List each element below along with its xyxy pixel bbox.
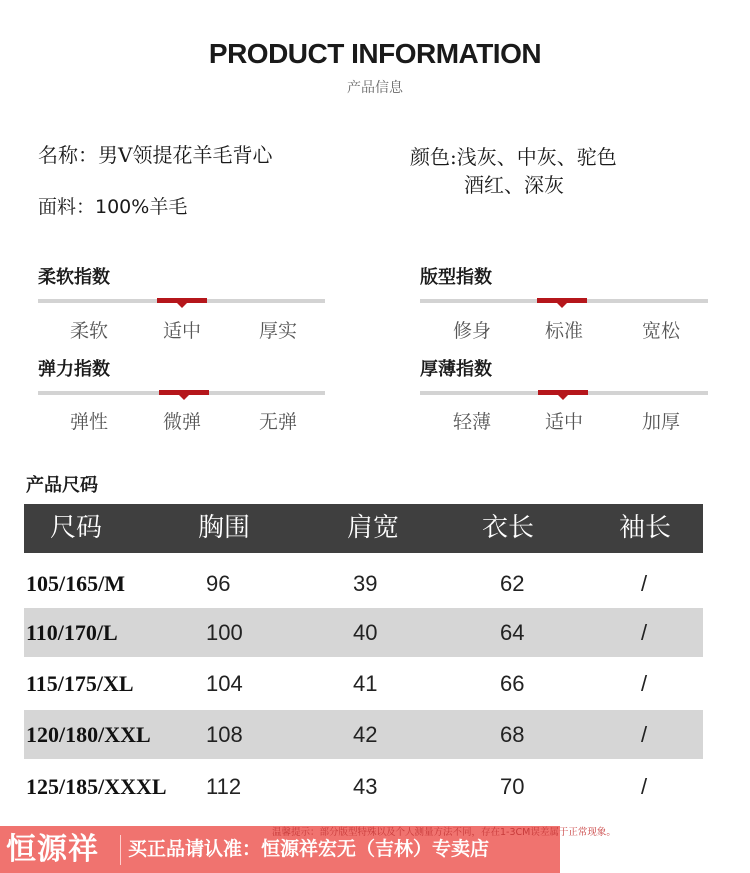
chest-cell: 108 — [206, 722, 243, 747]
column-header-shoulder: 肩宽 — [347, 513, 400, 543]
length-cell: 70 — [500, 774, 525, 799]
thickness-index-label: 厚薄指数 — [420, 359, 492, 380]
shoulder-cell: 43 — [353, 774, 378, 799]
chest-cell: 104 — [206, 671, 243, 696]
size-cell: 120/180/XXL — [26, 722, 151, 747]
product-colors-line2: 酒红、深灰 — [464, 173, 564, 197]
sleeve-cell: / — [641, 620, 648, 645]
size-cell: 110/170/L — [26, 620, 118, 645]
size-cell: 105/165/M — [26, 571, 125, 596]
shoulder-cell: 41 — [353, 671, 378, 696]
thickness-option: 适中 — [544, 411, 583, 433]
shoulder-cell: 42 — [353, 722, 378, 747]
table-row — [24, 559, 703, 608]
elasticity-marker-notch — [179, 395, 189, 400]
footer-divider — [120, 835, 121, 865]
thickness-option: 加厚 — [641, 411, 680, 433]
product-material: 面料：100%羊毛 — [38, 196, 188, 218]
fit-option: 宽松 — [641, 320, 680, 342]
shoulder-cell: 40 — [353, 620, 378, 645]
sleeve-cell: / — [641, 722, 648, 747]
fit-marker-notch — [557, 303, 567, 308]
measurement-note: 温馨提示：部分版型特殊以及个人测量方法不同，存在1-3CM误差属于正常现象。 — [272, 827, 616, 838]
length-cell: 64 — [500, 620, 525, 645]
length-cell: 62 — [500, 571, 525, 596]
column-header-sleeve: 袖长 — [619, 513, 672, 543]
size-table-header — [24, 504, 703, 553]
softness-option: 适中 — [162, 320, 201, 342]
footer-authentic-notice: 买正品请认准：恒源祥宏无（吉林）专卖店 — [128, 838, 490, 860]
chest-cell: 96 — [206, 571, 231, 596]
table-row — [24, 659, 703, 708]
size-cell: 125/185/XXXL — [26, 774, 167, 799]
sleeve-cell: / — [641, 774, 648, 799]
elasticity-option: 弹性 — [69, 411, 108, 433]
fit-option: 修身 — [452, 320, 491, 342]
column-header-size: 尺码 — [50, 513, 103, 543]
length-cell: 68 — [500, 722, 525, 747]
softness-option: 柔软 — [69, 320, 108, 342]
elasticity-option: 无弹 — [258, 411, 297, 433]
softness-marker-notch — [177, 303, 187, 308]
thickness-option: 轻薄 — [452, 411, 491, 433]
chest-cell: 100 — [206, 620, 243, 645]
chest-cell: 112 — [206, 774, 242, 799]
brand-logo-text: 恒源祥 — [6, 832, 99, 867]
column-header-chest: 胸围 — [198, 513, 251, 543]
shoulder-cell: 39 — [353, 571, 378, 596]
softness-option: 厚实 — [258, 320, 297, 342]
product-colors-line1: 颜色:浅灰、中灰、驼色 — [410, 145, 617, 169]
softness-index-label: 柔软指数 — [38, 267, 110, 288]
page-subtitle: 产品信息 — [347, 80, 403, 96]
column-header-length: 衣长 — [482, 513, 535, 543]
sleeve-cell: / — [641, 571, 648, 596]
fit-index-label: 版型指数 — [420, 267, 492, 288]
page-title: PRODUCT INFORMATION — [208, 38, 542, 69]
fit-option: 标准 — [544, 320, 583, 342]
length-cell: 66 — [500, 671, 525, 696]
size-section-title: 产品尺码 — [26, 475, 98, 496]
table-row — [24, 608, 703, 657]
table-row — [24, 762, 703, 811]
size-cell: 115/175/XL — [26, 671, 134, 696]
table-row — [24, 710, 703, 759]
elasticity-index-label: 弹力指数 — [38, 359, 110, 380]
sleeve-cell: / — [641, 671, 648, 696]
elasticity-option: 微弹 — [162, 411, 201, 433]
thickness-marker-notch — [558, 395, 568, 400]
product-name: 名称：男V领提花羊毛背心 — [38, 143, 273, 167]
